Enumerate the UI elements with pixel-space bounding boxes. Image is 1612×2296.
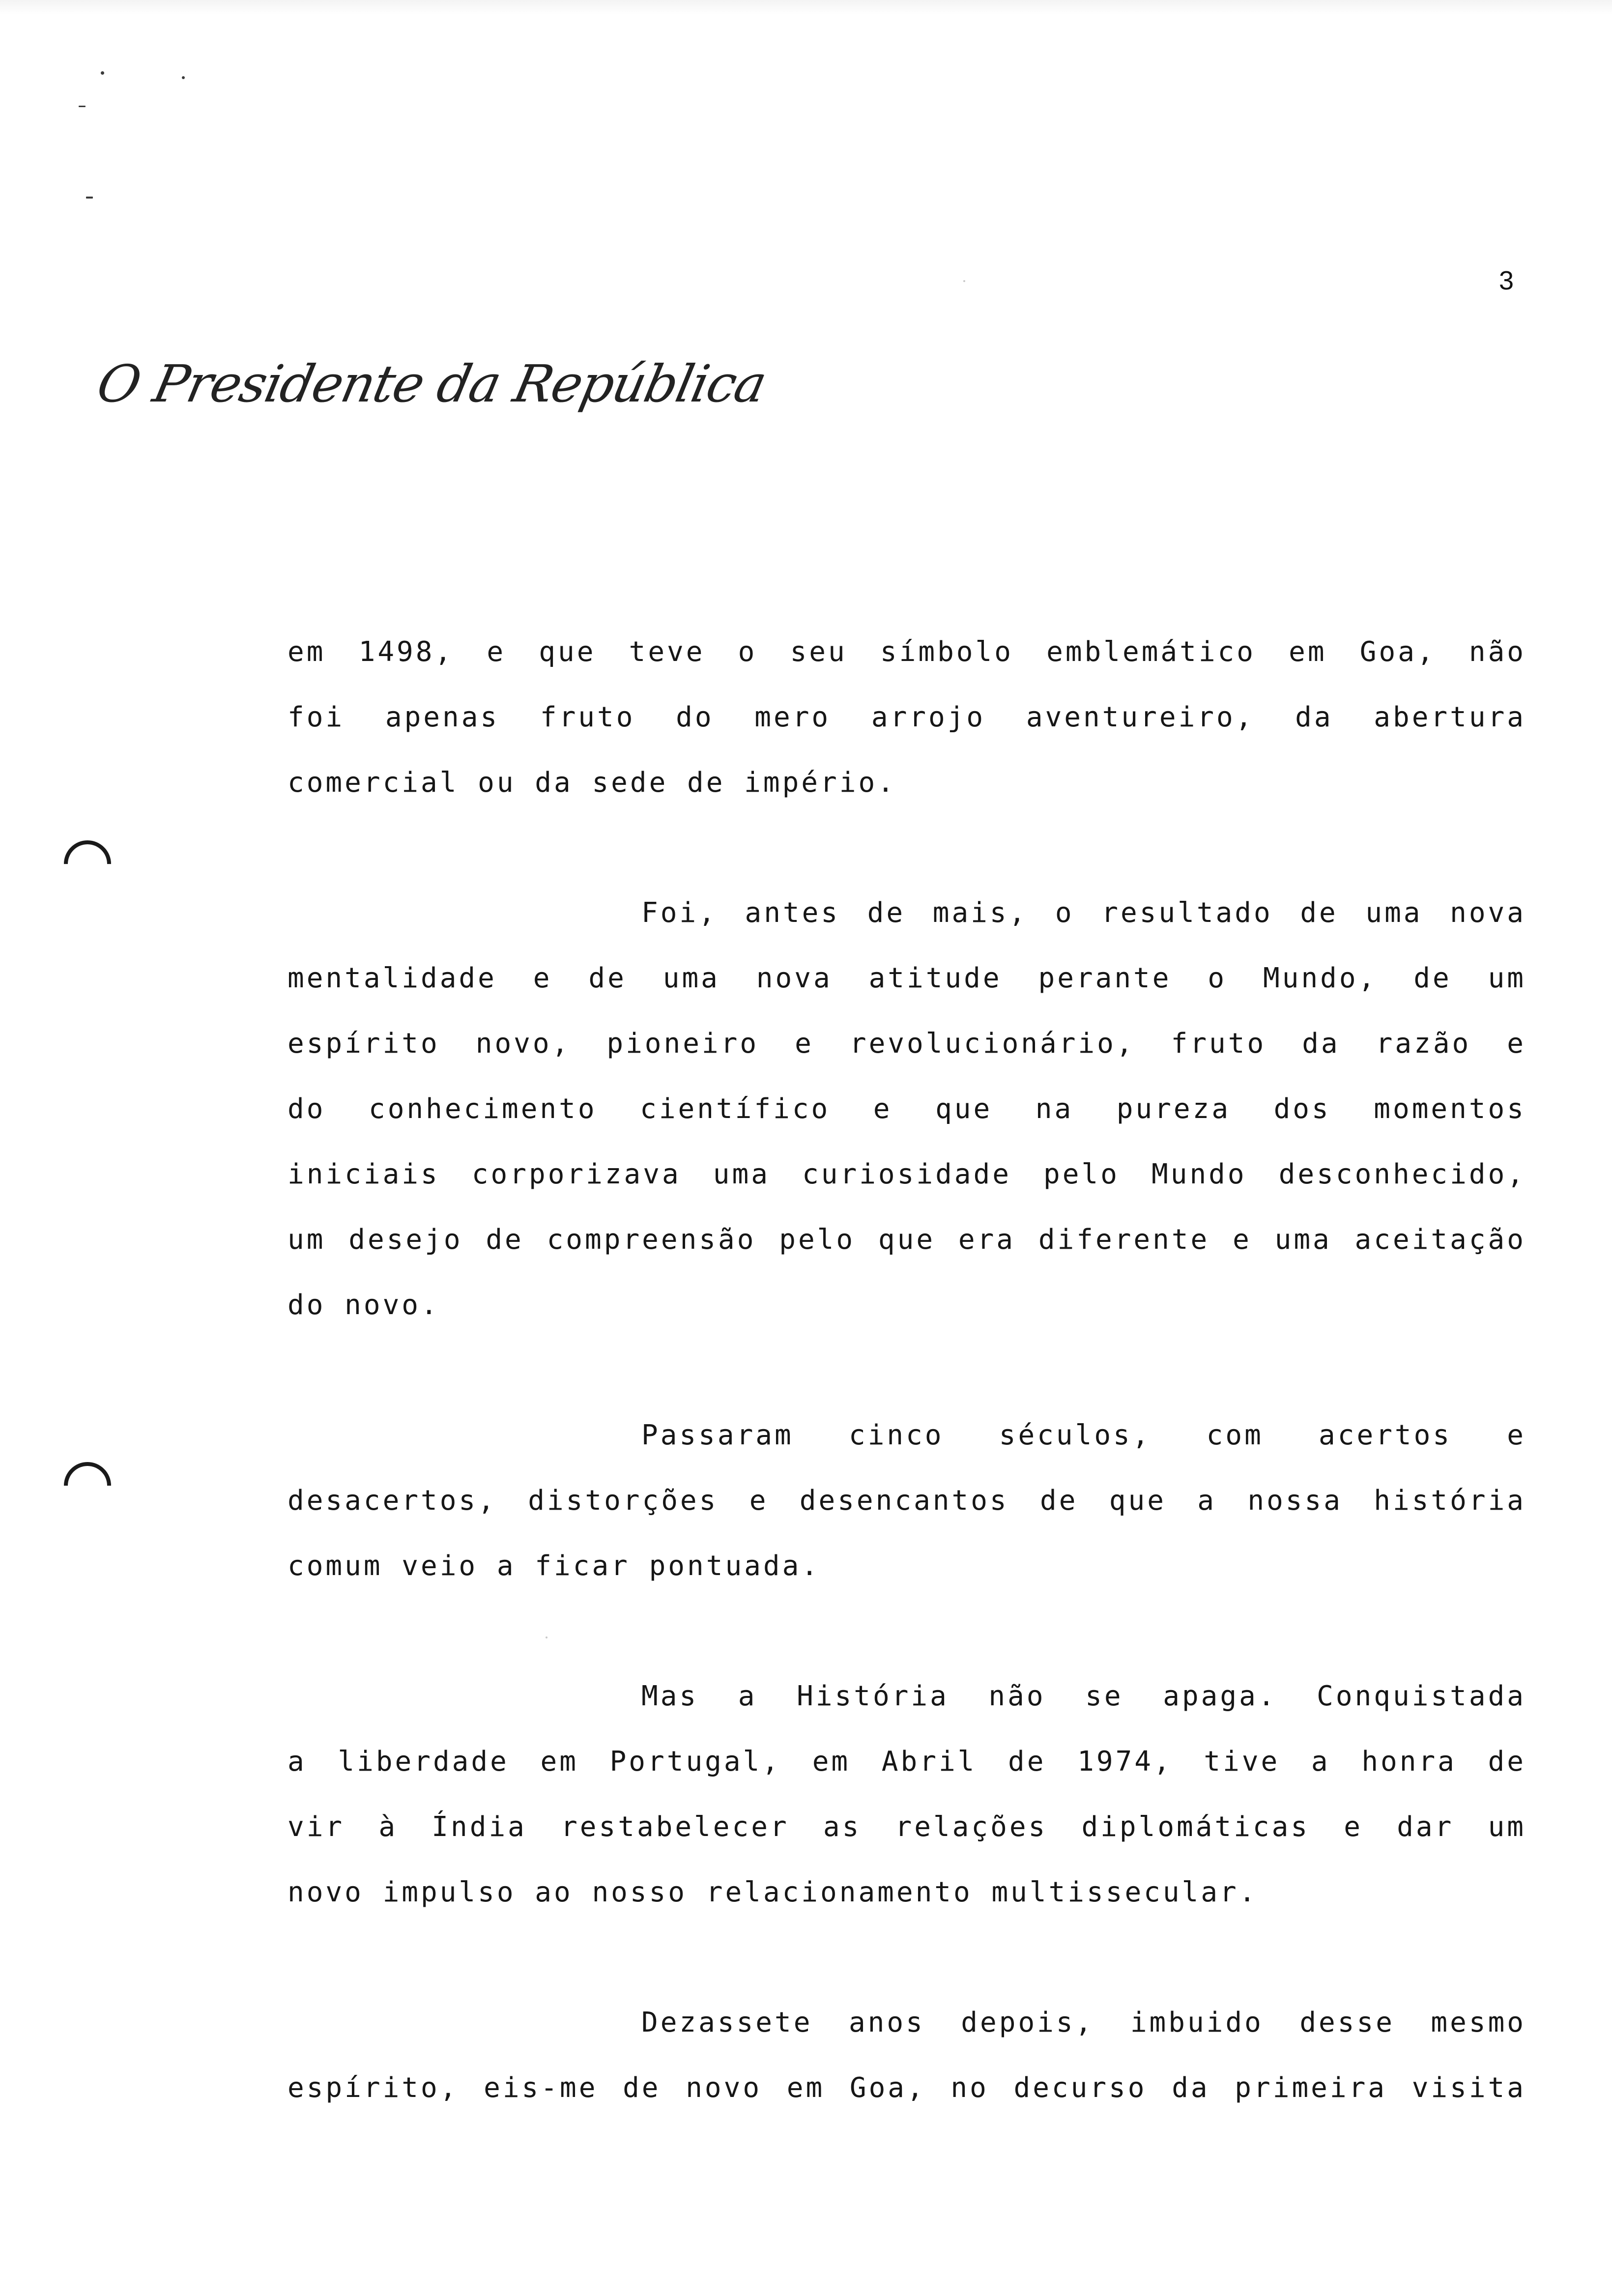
text-line: vir à Índia restabelecer as relações diplomáticas e dar um — [288, 1811, 1526, 1843]
paragraph — [288, 880, 1526, 1338]
text-line: do novo. — [288, 1289, 440, 1321]
text-line: Dezassete anos depois, imbuido desse mesmo — [641, 2007, 1526, 2038]
text-line: do conhecimento científico e que na pureza dos momentos — [288, 1093, 1526, 1125]
scan-edge-noise — [0, 0, 1612, 15]
text-line: espírito novo, pioneiro e revolucionário, fruto da razão e — [288, 1028, 1526, 1060]
paragraph — [288, 619, 1526, 815]
letter-body — [288, 619, 1526, 2185]
paragraph — [288, 1664, 1526, 1925]
text-line: desacertos, distorções e desencantos de que a nossa história — [288, 1485, 1526, 1517]
text-line: em 1498, e que teve o seu símbolo emblemático em Goa, não — [288, 636, 1526, 668]
scan-speck — [963, 280, 965, 282]
scan-speck — [79, 106, 86, 107]
text-line: comercial ou da sede de império. — [288, 767, 896, 799]
scan-speck — [182, 76, 185, 79]
punch-hole-mark — [54, 1452, 121, 1519]
text-line: a liberdade em Portugal, em Abril de 1974, tive a honra de — [288, 1746, 1526, 1778]
paragraph — [288, 1403, 1526, 1599]
text-line: Passaram cinco séculos, com acertos e — [641, 1419, 1526, 1451]
scan-speck — [101, 71, 104, 75]
text-line: um desejo de compreensão pelo que era diferente e uma aceitação — [288, 1224, 1526, 1256]
text-line: espírito, eis-me de novo em Goa, no decurso da primeira visita — [288, 2072, 1526, 2104]
scan-speck — [86, 197, 93, 199]
text-line: mentalidade e de uma nova atitude perante o Mundo, de um — [288, 962, 1526, 994]
punch-hole-mark — [54, 831, 121, 897]
text-line: novo impulso ao nosso relacionamento multissecular. — [288, 1876, 1258, 1908]
text-line: Foi, antes de mais, o resultado de uma nova — [641, 897, 1526, 929]
text-line: iniciais corporizava uma curiosidade pelo Mundo desconhecido, — [288, 1158, 1526, 1190]
paragraph — [288, 1990, 1526, 2121]
text-line: foi apenas fruto do mero arrojo aventureiro, da abertura — [288, 701, 1526, 733]
text-line: Mas a História não se apaga. Conquistada — [641, 1680, 1526, 1712]
page-number: 3 — [1499, 266, 1514, 295]
letterhead-title: O Presidente da República — [92, 354, 772, 414]
text-line: comum veio a ficar pontuada. — [288, 1550, 821, 1582]
